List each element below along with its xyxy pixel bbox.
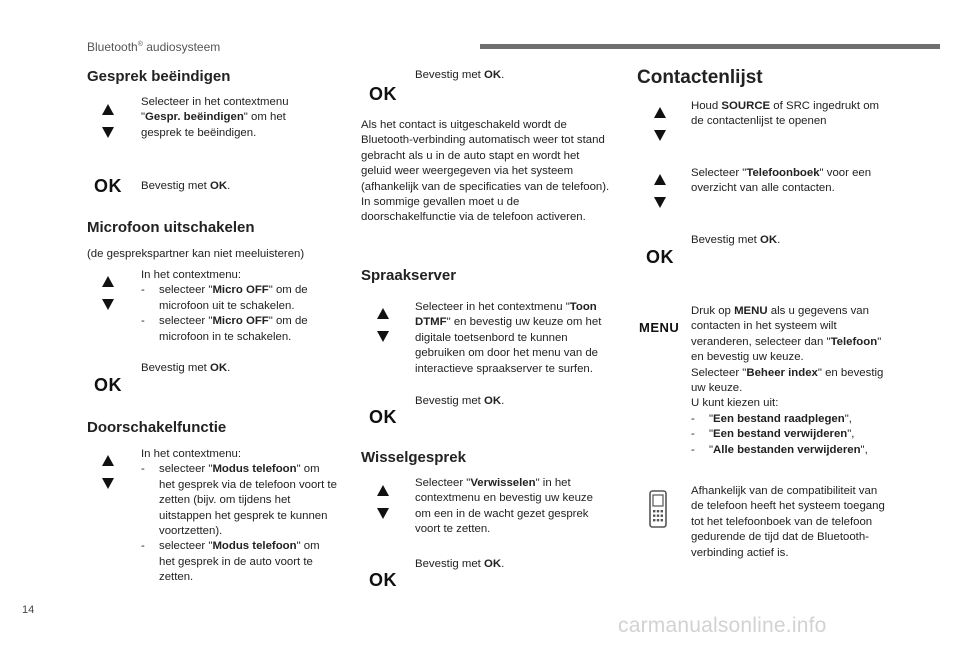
up-down-arrows-icon: [102, 104, 114, 138]
end-call-step-select: Selecteer in het contextmenu "Gespr. beëindigen" om het gesprek te beëindigen.: [141, 96, 289, 139]
up-down-arrows-icon: [377, 308, 389, 342]
ok-icon: OK: [94, 176, 122, 196]
page-number: 14: [22, 604, 35, 616]
heading-end-call: Gesprek beëindigen: [87, 68, 231, 85]
mute-note: (de gesprekspartner kan niet meeluisteren): [87, 248, 305, 260]
menu-icon: MENU: [639, 320, 680, 335]
end-call-step-confirm: Bevestig met OK.: [141, 180, 231, 192]
ok-icon: OK: [369, 570, 397, 590]
section-header-title: Bluetooth® audiosysteem: [87, 40, 221, 54]
transfer-confirm: Bevestig met OK.: [415, 69, 505, 81]
header-bar: [480, 44, 940, 49]
heading-transfer: Doorschakelfunctie: [87, 419, 227, 436]
heading-contact-list: Contactenlijst: [637, 67, 763, 88]
switch-call-step-confirm: Bevestig met OK.: [415, 558, 505, 570]
ok-icon: OK: [369, 407, 397, 427]
ok-icon: OK: [646, 247, 674, 267]
contacts-step-confirm: Bevestig met OK.: [691, 234, 781, 246]
transfer-instructions: In het contextmenu: - selecteer "Modus telefoon" om het gesprek via de telefoon voort te zetten (bijv. om tijdens het uitstappen het gesprek te kunnen voortzetten). - selecteer "Modus telefoon" om het gesprek in de auto voort te zetten.: [141, 448, 337, 584]
contacts-compatibility-note: Afhankelijk van de compatibiliteit van de telefoon heeft het systeem toegang tot het telefoonboek van de telefoon gedurende de tijd dat de Bluetooth-verbinding actief is.: [691, 485, 885, 559]
up-down-arrows-icon: [654, 107, 666, 141]
contacts-step-source: Houd SOURCE of SRC ingedrukt om de contactenlijst te openen: [691, 100, 880, 128]
up-down-arrows-icon: [377, 485, 389, 519]
heading-voicemail: Spraakserver: [361, 267, 457, 284]
ok-icon: OK: [94, 375, 122, 395]
up-down-arrows-icon: [654, 174, 666, 208]
up-down-arrows-icon: [102, 276, 114, 310]
voicemail-step-select: Selecteer in het contextmenu "Toon DTMF" en bevestig uw keuze om het digitale toetsenbord te kunnen gebruiken om door het menu van de interactieve spraakserver te surfen.: [415, 301, 602, 375]
ok-icon: OK: [369, 84, 397, 104]
mute-confirm: Bevestig met OK.: [141, 362, 231, 374]
contacts-step-phonebook: Selecteer "Telefoonboek" voor een overzicht van alle contacten.: [691, 167, 872, 195]
switch-call-step-select: Selecteer "Verwisselen" in het contextmenu en bevestig uw keuze om een in de wacht gezet gesprek voort te zetten.: [415, 477, 593, 536]
heading-switch-call: Wisselgesprek: [361, 449, 466, 466]
up-down-arrows-icon: [102, 455, 114, 489]
mobile-phone-icon: [649, 490, 667, 528]
mute-instructions: In het contextmenu: - selecteer "Micro OFF" om de microfoon uit te schakelen. - selecteer "Micro OFF" om de microfoon in te schakelen.: [141, 269, 308, 343]
watermark: carmanualsonline.info: [618, 614, 827, 637]
contacts-step-menu: Druk op MENU als u gegevens van contacten in het systeem wilt veranderen, selecteer dan "Telefoon" en bevestig uw keuze. Selecteer "Beheer index" en bevestig uw keuze. U kunt kiezen uit: - "Een bestand raadplegen", - "Een bestand verwijderen", - "Alle bestanden verwijderen",: [691, 305, 884, 456]
voicemail-step-confirm: Bevestig met OK.: [415, 395, 505, 407]
transfer-paragraph: Als het contact is uitgeschakeld wordt de Bluetooth-verbinding automatisch weer tot stand gebracht als u in de auto stapt en wordt het geluid weer weergegeven via het systeem (afhankelijk van de specificaties van de telefoon). In sommige gevallen moet u de doorschakelfunctie via de telefoon activeren.: [361, 119, 610, 224]
heading-mute: Microfoon uitschakelen: [87, 219, 255, 236]
